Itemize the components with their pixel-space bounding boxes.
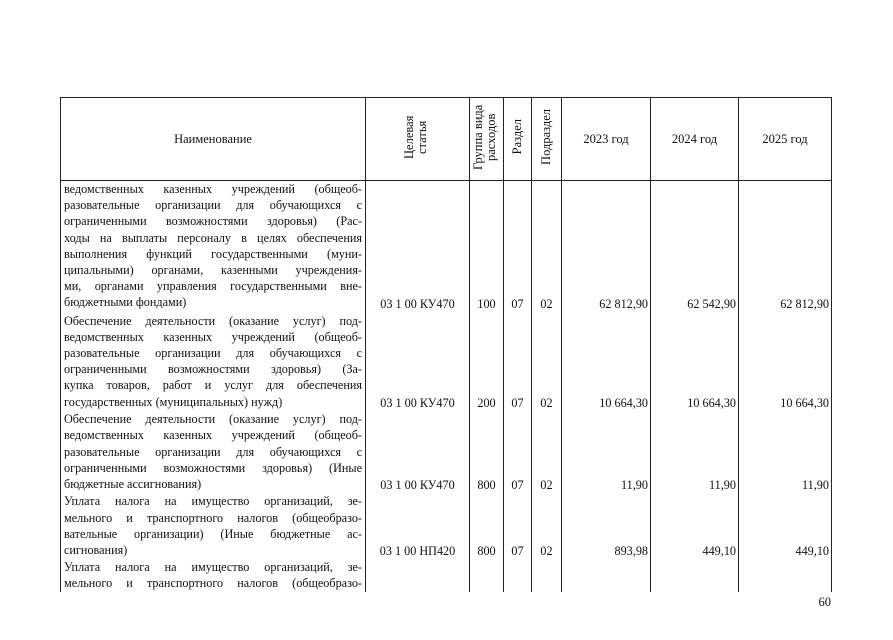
row-value-2024: 449,10 — [651, 493, 739, 559]
header-subsection-label: Подраздел — [538, 109, 553, 165]
row-value-2023: 10 664,30 — [562, 313, 651, 412]
row-name — [61, 181, 366, 313]
row-name-line: Уплата налога на имущество организаций, зе- — [64, 494, 362, 509]
row-value-2023 — [562, 559, 651, 592]
row-target — [366, 559, 470, 592]
header-subsection — [532, 98, 562, 181]
table-header — [61, 98, 832, 181]
row-expense-group: 200 — [470, 313, 504, 412]
row-target: 03 1 00 КУ470 — [366, 181, 470, 313]
row-name-line: ведомственных казенных учреждений (общеоб- — [64, 428, 362, 443]
row-subsection: 02 — [532, 493, 562, 559]
row-name-line: ведомственных казенных учреждений (общеоб- — [64, 329, 362, 344]
row-section — [504, 559, 532, 592]
row-target: 03 1 00 КУ470 — [366, 313, 470, 412]
row-section: 07 — [504, 411, 532, 493]
row-name-line: Уплата налога на имущество организаций, зе- — [64, 560, 362, 575]
header-section — [504, 98, 532, 181]
row-name-line: мельного и транспортного налогов (общеобразо- — [64, 510, 362, 525]
row-name-line: разовательные организации для обучающихся с — [64, 444, 362, 459]
row-name-line: купка товаров, работ и услуг для обеспечения — [64, 378, 362, 393]
row-value-2023: 893,98 — [562, 493, 651, 559]
row-value-2025: 62 812,90 — [739, 181, 832, 313]
row-section: 07 — [504, 181, 532, 313]
table-row — [61, 559, 832, 592]
row-name-line: государственных (муниципальных) нужд) — [64, 394, 283, 409]
row-name-line: ципальными) органами, казенными учреждения- — [64, 263, 362, 278]
row-name-line: бюджетные ассигнования) — [64, 476, 202, 491]
header-target — [366, 98, 470, 181]
row-name-line: бюджетными фондами) — [64, 295, 187, 310]
row-section: 07 — [504, 313, 532, 412]
row-name — [61, 559, 366, 592]
row-name-line: вательные организации) (Иные бюджетные ас- — [64, 526, 362, 541]
table-row — [61, 411, 832, 493]
row-name-line: Обеспечение деятельности (оказание услуг) под- — [64, 412, 362, 427]
row-name-line: разовательные организации для обучающихся с — [64, 345, 362, 360]
row-subsection: 02 — [532, 313, 562, 412]
row-name-line: сигнования) — [64, 542, 128, 557]
row-name-line: мельного и транспортного налогов (общеобразо- — [64, 576, 362, 591]
row-target: 03 1 00 КУ470 — [366, 411, 470, 493]
row-name — [61, 411, 366, 493]
row-expense-group: 800 — [470, 493, 504, 559]
budget-table — [60, 97, 832, 592]
row-subsection — [532, 559, 562, 592]
row-name — [61, 313, 366, 412]
header-expense-group-label: Группа вида расходов — [470, 104, 498, 170]
row-value-2025: 11,90 — [739, 411, 832, 493]
row-name-line: Обеспечение деятельности (оказание услуг) под- — [64, 313, 362, 328]
row-value-2025 — [739, 559, 832, 592]
table-row — [61, 493, 832, 559]
row-value-2024: 11,90 — [651, 411, 739, 493]
header-2025: 2025 год — [739, 98, 832, 181]
table-row — [61, 181, 832, 313]
row-subsection: 02 — [532, 181, 562, 313]
row-value-2024: 10 664,30 — [651, 313, 739, 412]
row-name-line: выполнения функций государственными (муни- — [64, 246, 362, 261]
page-number: 60 — [818, 595, 831, 609]
row-value-2023: 62 812,90 — [562, 181, 651, 313]
row-section: 07 — [504, 493, 532, 559]
table-body — [61, 181, 832, 593]
header-name: Наименование — [61, 98, 366, 181]
row-name-line: ходы на выплаты персоналу в целях обеспечения — [64, 230, 362, 245]
row-expense-group — [470, 559, 504, 592]
row-name-line: ограниченными возможностями здоровья) (Рас- — [64, 214, 362, 229]
header-section-label: Раздел — [509, 119, 524, 155]
header-target-label: Целевая статья — [401, 115, 429, 159]
row-name-line: разовательные организации для обучающихся с — [64, 198, 362, 213]
row-expense-group: 800 — [470, 411, 504, 493]
row-value-2023: 11,90 — [562, 411, 651, 493]
row-value-2024 — [651, 559, 739, 592]
row-name-line: ограниченными возможностями здоровья) (За- — [64, 362, 362, 377]
header-2023: 2023 год — [562, 98, 651, 181]
row-value-2025: 449,10 — [739, 493, 832, 559]
row-value-2024: 62 542,90 — [651, 181, 739, 313]
header-2024: 2024 год — [651, 98, 739, 181]
row-subsection: 02 — [532, 411, 562, 493]
row-target: 03 1 00 НП420 — [366, 493, 470, 559]
row-value-2025: 10 664,30 — [739, 313, 832, 412]
row-name — [61, 493, 366, 559]
row-name-line: ведомственных казенных учреждений (общеоб- — [64, 182, 362, 196]
row-name-line: ограниченными возможностями здоровья) (Иные — [64, 460, 362, 475]
table-row — [61, 313, 832, 412]
row-expense-group: 100 — [470, 181, 504, 313]
row-name-line: ми, органами управления государственными вне- — [64, 279, 362, 294]
header-expense-group — [470, 98, 504, 181]
